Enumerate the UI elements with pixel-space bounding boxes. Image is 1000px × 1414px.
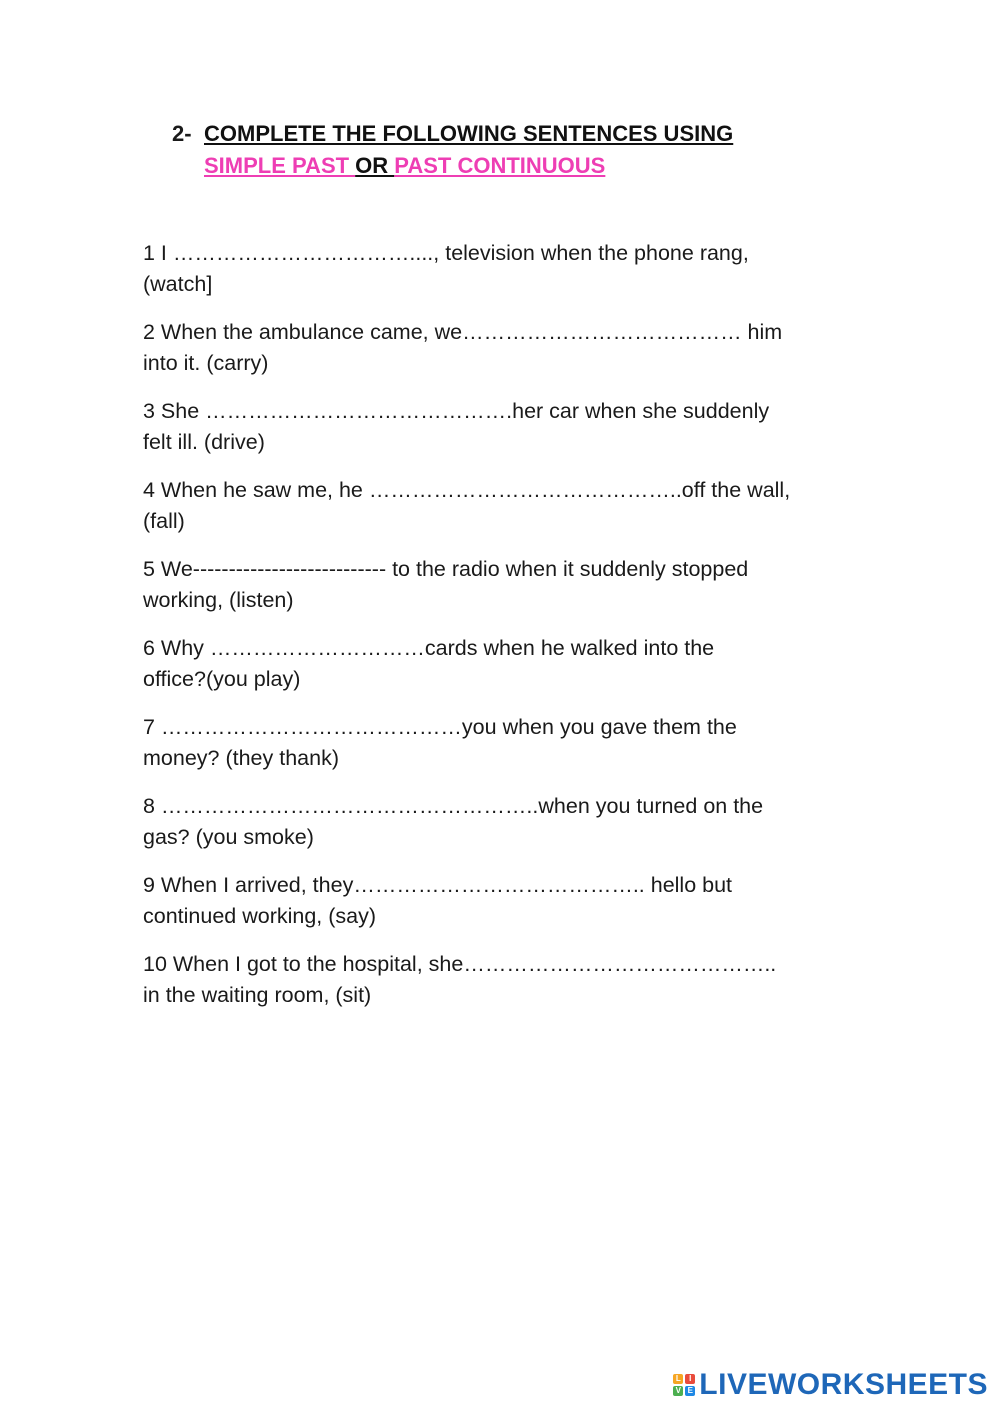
sentence-line: 3 She …………………………………….her car when she suddenly	[143, 399, 770, 423]
option-simple-past: SIMPLE PAST	[204, 153, 356, 178]
sentence-line: 1 I ……………………………...., television when the phone rang,	[143, 241, 749, 265]
sentence-7	[143, 712, 863, 791]
liveworksheets-logo	[673, 1368, 988, 1402]
sentence-line: 8 ……………………………………………..when you turned on the	[143, 794, 764, 818]
sentence-line: 10 When I got to the hospital, she……………………………………..	[143, 952, 777, 976]
sentence-line: office?(you play)	[143, 667, 301, 691]
sentence-line: (watch]	[143, 272, 213, 296]
sentence-1	[143, 238, 863, 317]
sentence-5	[143, 554, 863, 633]
sentence-line: 9 When I arrived, they………………………………….. hello but	[143, 873, 733, 897]
option-past-continuous: PAST CONTINUOUS	[394, 153, 606, 178]
sentence-line: 4 When he saw me, he ……………………………………..off the wall,	[143, 478, 791, 502]
instruction-line-1: COMPLETE THE FOLLOWING SENTENCES USING	[204, 121, 734, 146]
sentence-line: 6 Why …………………………cards when he walked into the	[143, 636, 715, 660]
sentence-line: money? (they thank)	[143, 746, 339, 770]
sentence-2	[143, 317, 863, 396]
sentence-8	[143, 791, 863, 870]
sentence-line: gas? (you smoke)	[143, 825, 314, 849]
sentence-line: (fall)	[143, 509, 185, 533]
sentence-line: felt ill. (drive)	[143, 430, 265, 454]
sentence-line: working, (listen)	[143, 588, 294, 612]
sentence-line: 2 When the ambulance came, we………………………………… him	[143, 320, 783, 344]
sentence-3	[143, 396, 863, 475]
sentence-line: in the waiting room, (sit)	[143, 983, 372, 1007]
logo-mark-icon: L I V E	[673, 1374, 695, 1396]
sentence-line: into it. (carry)	[143, 351, 269, 375]
sentence-9	[143, 870, 863, 949]
sentence-line: continued working, (say)	[143, 904, 377, 928]
sentence-line: 5 We--------------------------- to the radio when it suddenly stopped	[143, 557, 749, 581]
sentence-list	[143, 238, 863, 1028]
exercise-heading	[172, 118, 733, 182]
option-connector: OR	[355, 153, 395, 178]
sentence-6	[143, 633, 863, 712]
sentence-4	[143, 475, 863, 554]
sentence-line: 7 ……………………………………you when you gave them the	[143, 715, 737, 739]
exercise-number: 2-	[172, 121, 192, 146]
logo-text: LIVEWORKSHEETS	[699, 1368, 988, 1401]
sentence-10	[143, 949, 863, 1028]
instruction-text	[204, 118, 733, 182]
